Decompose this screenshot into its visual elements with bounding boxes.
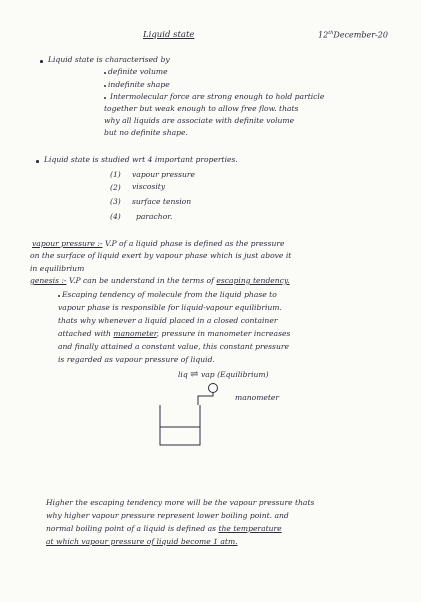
intro-force-line: but no definite shape. [104, 128, 188, 137]
property-label: vapour pressure [132, 170, 195, 179]
date-month-year: December-20 [333, 30, 388, 40]
intro-lead: Liquid state is characterised by [48, 55, 170, 64]
vp-heading-text: vapour pressure :- [32, 239, 103, 248]
conclusion-underlined: the temperature [218, 524, 282, 533]
vp-definition-line: on the surface of liquid exert by vapour phase which is just above it [30, 251, 292, 260]
manometer-tube [198, 392, 213, 405]
property-number: (4) [110, 212, 121, 221]
property-number: (2) [110, 183, 121, 192]
vp-definition-line: in equilibrium [30, 264, 85, 273]
page-title: Liquid state [143, 30, 195, 40]
vp-para-line: vapour phase is responsible for liquid-vapour equilibrium. [58, 303, 282, 312]
conclusion-underlined-line: at which vapour pressure of liquid become 1 atm. [46, 537, 238, 546]
conclusion-line: Higher the escaping tendency more will be the vapour pressure thats [46, 498, 315, 507]
genesis-text: V.P can be understand in the terms of [68, 276, 214, 285]
vp-para-line: thats why whenever a liquid placed in a closed container [58, 316, 278, 325]
vp-definition-start: V.P of a liquid phase is defined as the pressure [104, 239, 285, 248]
manometer-label: manometer [235, 393, 280, 402]
properties-lead: Liquid state is studied wrt 4 important properties. [44, 155, 238, 164]
date-day: 12 [318, 30, 329, 40]
date-suffix: th [328, 30, 334, 36]
intro-force-line: why all liquids are associate with definite volume [104, 116, 295, 125]
equilibrium-arrow: ⇌ [190, 369, 199, 380]
manometer-bulb [209, 384, 218, 393]
equilibrium-label: (Equilibrium) [217, 370, 269, 379]
property-label: surface tension [132, 197, 192, 206]
intro-force-line: Intermolecular force are strong enough to hold particle [110, 92, 325, 101]
conclusion-pre: normal boiling point of a liquid is defined as [46, 524, 217, 533]
vp-para-line: is regarded as vapour pressure of liquid. [58, 355, 215, 364]
genesis-end: escaping tendency. [216, 276, 290, 285]
equilibrium-left: liq [178, 370, 188, 379]
equilibrium-right: vap [200, 370, 215, 379]
intro-force-line: together but weak enough to allow free flow. thats [104, 104, 299, 113]
intro-item: definite volume [108, 67, 168, 76]
attached-word: manometer [113, 329, 157, 338]
property-label: viscosity [132, 182, 166, 191]
property-number: (1) [110, 170, 121, 179]
intro-item: indefinite shape [108, 80, 170, 89]
container-outline [160, 405, 200, 445]
genesis-label: genesis :- [30, 276, 67, 285]
vp-para-line: Escaping tendency of molecule from the liquid phase to [62, 290, 277, 299]
vp-para-line: and finally attained a constant value, this constant pressure [58, 342, 289, 351]
property-label: parachor. [136, 212, 173, 221]
property-number: (3) [110, 197, 121, 206]
conclusion-line [46, 524, 282, 534]
attached-post: , pressure in manometer increases [156, 329, 291, 338]
attached-pre: attached with [58, 329, 111, 338]
conclusion-line: why higher vapour pressure represent lower boiling point. and [46, 511, 289, 520]
